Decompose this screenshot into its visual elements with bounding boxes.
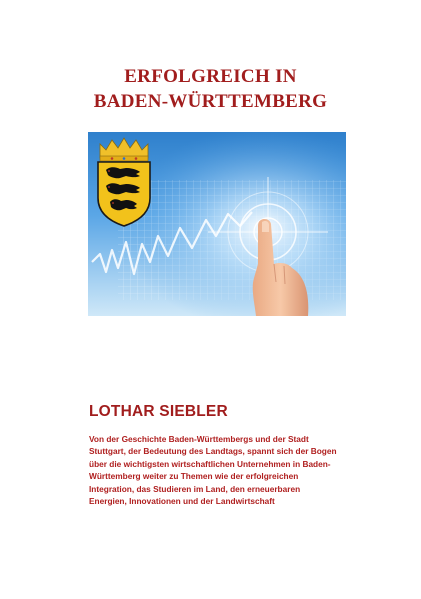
- description-line: Von der Geschichte Baden-Württembergs und der Stadt: [89, 434, 309, 444]
- description-line: Stuttgart, der Bedeutung des Landtags, spannt sich der Bogen: [89, 446, 337, 457]
- title-line-2: BADEN-WÜRTTEMBERG: [93, 91, 328, 112]
- book-title: [0, 64, 421, 114]
- cover-illustration: [88, 132, 346, 316]
- book-description: [89, 433, 359, 507]
- title-line-1: ERFOLGREICH IN: [124, 66, 297, 87]
- description-line: Württemberg weiter zu Themen wie der erfolgreichen: [89, 471, 299, 482]
- description-line: Energien, Innovationen und der Landwirtschaft: [89, 496, 275, 507]
- author-name: LOTHAR SIEBLER: [89, 403, 228, 420]
- description-line: über die wichtigsten wirtschaftlichen Unternehmen in Baden-: [89, 458, 331, 469]
- description-line: Integration, das Studieren im Land, den erneuerbaren: [89, 483, 301, 494]
- cover-image: [88, 132, 346, 316]
- baden-wuerttemberg-coat-of-arms-icon: [98, 138, 150, 226]
